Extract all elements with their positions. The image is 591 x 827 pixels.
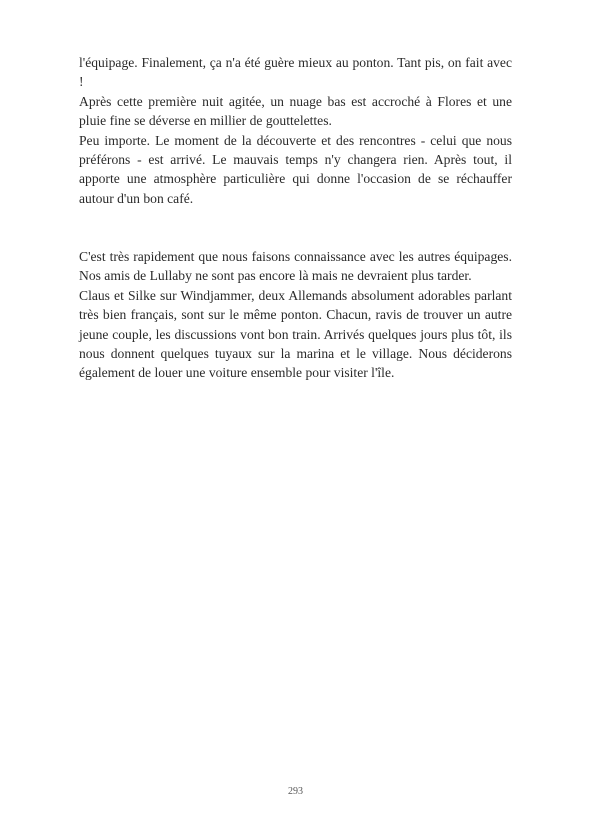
text-block-2: [79, 247, 512, 383]
text-block-1: [79, 53, 512, 208]
paragraph: Claus et Silke sur Windjammer, deux Allemands absolument adorables parlant très bien français, sont sur le même ponton. Chacun, ravis de trouver un autre jeune couple, les discussions vont bon train. Arrivés quelques jours plus tôt, ils nous donnent quelques tuyaux sur la marina et le village. Nous déciderons également de louer une voiture ensemble pour visiter l'île.: [79, 287, 512, 381]
paragraph: l'équipage. Finalement, ça n'a été guère mieux au ponton. Tant pis, on fait avec !: [79, 55, 512, 90]
paragraph: C'est très rapidement que nous faisons connaissance avec les autres équipages. Nos amis de Lullaby ne sont pas encore là mais ne devraient plus tarder.: [79, 249, 512, 284]
paragraph: Peu importe. Le moment de la découverte et des rencontres - celui que nous préférons - est arrivé. Le mauvais temps n'y changera rien. Après tout, il apporte une atmosphère particulière qui donne l'occasion de se réchauffer autour d'un bon café.: [79, 132, 512, 206]
paragraph: Après cette première nuit agitée, un nuage bas est accroché à Flores et une pluie fine se déverse en millier de gouttelettes.: [79, 93, 512, 129]
page-number: 293: [288, 786, 303, 797]
